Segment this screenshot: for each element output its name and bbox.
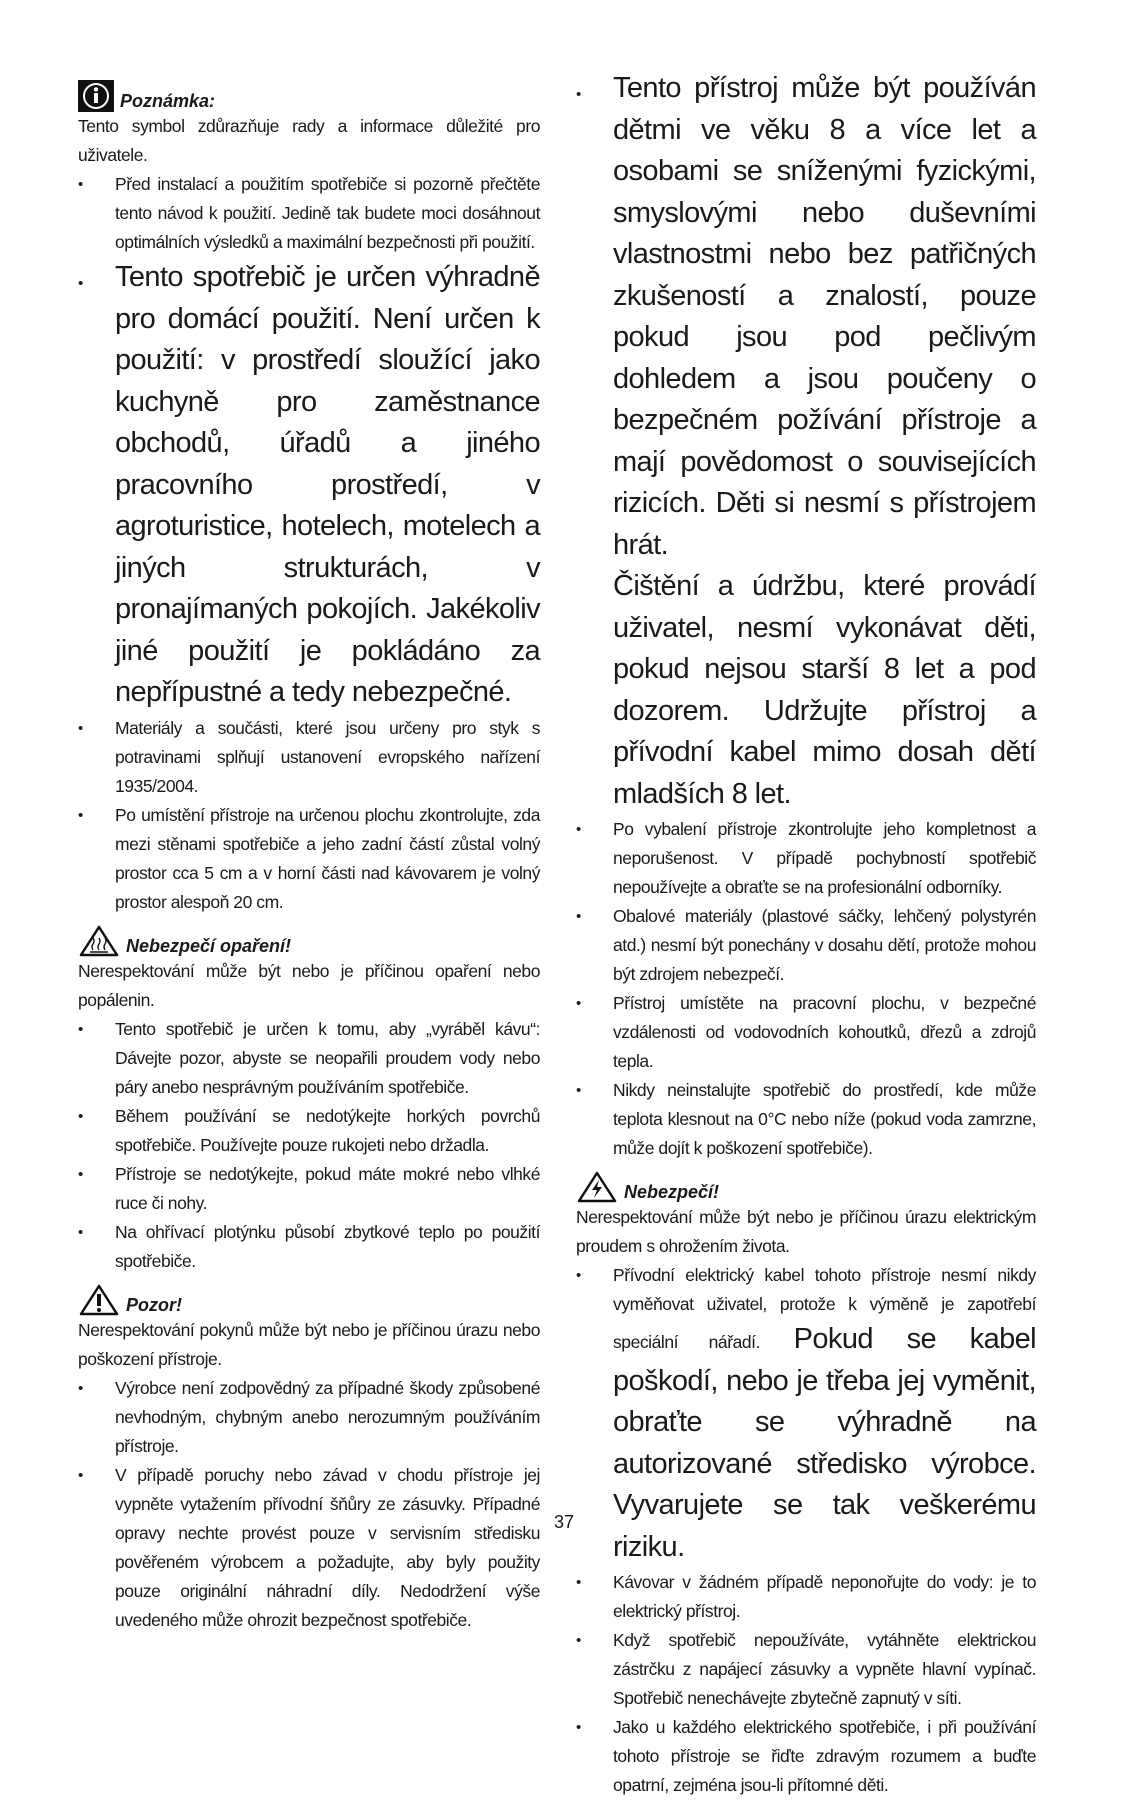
info-icon (78, 80, 114, 112)
list-item: • Po umístění přístroje na určenou plochu zkontrolujte, zda mezi stěnami spotřebiče a jeho zadní částí zůstal volný prostor cca 5 cm a v horní části nad kávovarem je volný prostor alespoň 20 cm. (78, 801, 540, 917)
list-item: • Tento spotřebič je určen k tomu, aby „vyráběl kávu“: Dávejte pozor, abyste se neopařili proudem vody nebo páry anebo nesprávným používáním spotřebiče. (78, 1015, 540, 1102)
note-list (78, 170, 540, 257)
list-item: • Kávovar v žádném případě neponořujte do vody: je to elektrický přístroj. (576, 1568, 1036, 1626)
danger-list (576, 1568, 1036, 1800)
exclamation-warning-icon (78, 1284, 120, 1316)
list-item: • Přístroj umístěte na pracovní plochu, v bezpečné vzdálenosti od vodovodních kohoutků, dřezů a zdrojů tepla. (576, 989, 1036, 1076)
list-item: • Na ohřívací plotýnku působí zbytkové teplo po použití spotřebiče. (78, 1218, 540, 1276)
left-column (78, 78, 540, 1635)
danger-heading (576, 1169, 1036, 1203)
caution-title: Pozor! (126, 1294, 182, 1315)
caution-list (78, 1374, 540, 1635)
cable-note-small: Přívodní elektrický kabel tohoto přístroje nesmí nikdy vyměňovat uživatel, protože k výměně je zapotřebí speciální nářadí. (613, 1265, 1036, 1352)
list-item: • Nikdy neinstalujte spotřebič do prostředí, kde může teplota klesnout na 0°C nebo níže (pokud voda zamrzne, může dojít k poškození spotřebiče). (576, 1076, 1036, 1163)
list-item: • Přístroje se nedotýkejte, pokud máte mokré nebo vlhké ruce či nohy. (78, 1160, 540, 1218)
note-title: Poznámka: (120, 91, 216, 111)
note-big-list (78, 257, 540, 714)
right-column (576, 68, 1036, 1800)
list-item: • Před instalací a použitím spotřebiče si pozorně přečtěte tento návod k použití. Jedině tak budete moci dosáhnout optimálních výsledků a maximální bezpečnosti při použití. (78, 170, 540, 257)
danger-intro: Nerespektování může být nebo je příčinou úrazu elektrickým proudem s ohrožením života. (576, 1207, 1036, 1256)
list-item: • Tento spotřebič je určen výhradně pro domácí použití. Není určen k použití: v prostředí sloužící jako kuchyně pro zaměstnance obchodů, úřadů a jiného pracovního prostředí, v agroturistice, hotelech, motelech a jiných strukturách, v pronajímaných pokojích. Jakékoliv jiné použití je pokládáno za nepřípustné a tedy nebezpečné. (78, 257, 540, 714)
electric-shock-warning-icon (576, 1171, 618, 1203)
list-item: • V případě poruchy nebo závad v chodu přístroje jej vypněte vytažením přívodní šňůry ze zásuvky. Případné opravy nechte provést pouze v servisním středisku pověřeném výrobcem a požadujte, aby byly použity pouze originální náhradní díly. Nedodržení výše uvedeného může ohrozit bezpečnost spotřebiče. (78, 1461, 540, 1635)
caution-heading (78, 1282, 540, 1316)
scald-heading (78, 923, 540, 957)
list-item: • Výrobce není zodpovědný za případné škody způsobené nevhodným, chybným anebo nerozumným používáním přístroje. (78, 1374, 540, 1461)
note-intro: Tento symbol zdůrazňuje rady a informace důležité pro uživatele. (78, 116, 540, 165)
scald-intro: Nerespektování může být nebo je příčinou opaření nebo popálenin. (78, 960, 540, 1010)
list-item: • Když spotřebič nepoužíváte, vytáhněte elektrickou zástrčku z napájecí zásuvky a vypněte hlavní vypínač. Spotřebič nenechávejte zbytečně zapnutý v síti. (576, 1626, 1036, 1713)
hot-surface-warning-icon (78, 925, 120, 957)
note-heading (78, 78, 540, 112)
list-item: • Po vybalení přístroje zkontrolujte jeho kompletnost a neporušenost. V případě pochybností spotřebič nepoužívejte a obraťte se na profesionální odborníky. (576, 815, 1036, 902)
list-item: • Obalové materiály (plastové sáčky, lehčený polystyrén atd.) nesmí být ponechány v dosahu dětí, protože mohou být zdrojem nebezpečí. (576, 902, 1036, 989)
list-item: • Během používání se nedotýkejte horkých povrchů spotřebiče. Používejte pouze rukojeti nebo držadla. (78, 1102, 540, 1160)
scald-list (78, 1015, 540, 1276)
children-big-list (576, 68, 1036, 566)
list-item: • Materiály a součásti, které jsou určeny pro styk s potravinami splňují ustanovení evropského nařízení 1935/2004. (78, 714, 540, 801)
scald-title: Nebezpečí opaření! (126, 935, 292, 956)
danger-title: Nebezpečí! (624, 1182, 720, 1202)
cable-note-big: Pokud se kabel poškodí, nebo je třeba jej vyměnit, obraťte se výhradně na autorizované středisko výrobce. Vyvarujete se tak veškerému riziku. (613, 1323, 1036, 1563)
caution-intro: Nerespektování pokynů může být nebo je příčinou úrazu nebo poškození přístroje. (78, 1319, 540, 1369)
children-big-continuation: Čištění a údržbu, které provádí uživatel, nesmí vykonávat děti, pokud nejsou starší 8 let a pod dozorem. Udržujte přístroj a přívodní kabel mimo dosah dětí mladších 8 let. (613, 570, 1036, 810)
note-list-after (78, 714, 540, 917)
page-number: 37 (553, 1512, 575, 1532)
install-list (576, 815, 1036, 1163)
list-item: • Tento přístroj může být používán dětmi ve věku 8 a více let a osobami se sníženými fyzickými, smyslovými nebo duševními vlastnostmi nebo bez patřičných zkušeností a znalostí, pouze pokud jsou pod pečlivým dohledem a jsou poučeny o bezpečném požívání přístroje a mají povědomost o souvisejících rizicích. Děti si nesmí s přístrojem hrát. (576, 68, 1036, 566)
list-item: • Jako u každého elektrického spotřebiče, i při používání tohoto přístroje se řiďte zdravým rozumem a buďte opatrní, zejména jsou-li přítomné děti. (576, 1713, 1036, 1800)
